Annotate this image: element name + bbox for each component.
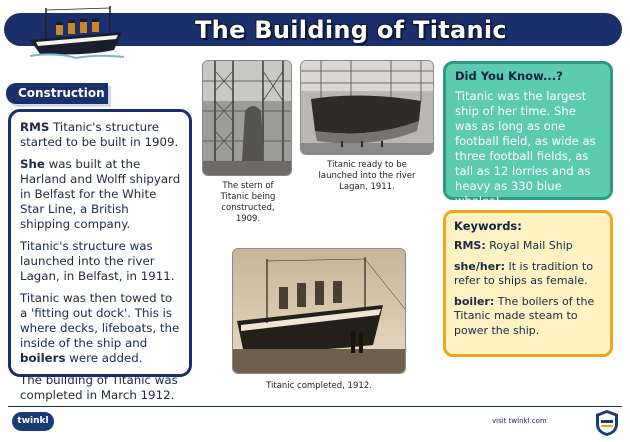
did-you-know-body: Titanic was the largest ship of her time. She was as long as one football field, as wide as three football fields, as tall as 12 lorries and as heavy as 330 blue whales! bbox=[455, 89, 596, 208]
keywords-card bbox=[443, 210, 613, 357]
keywords-title: Keywords: bbox=[454, 219, 522, 233]
construction-paragraph-2 bbox=[20, 157, 181, 232]
construction-paragraph-5: The building of Titanic was completed in March 1912. bbox=[20, 373, 178, 402]
paragraph-text: Titanic was then towed to a 'fitting out dock'. This is where decks, lifeboats, the inside of the ship and bbox=[20, 291, 180, 350]
stern-construction-photo bbox=[202, 60, 292, 176]
keyword-item bbox=[454, 260, 602, 289]
keyword-boilers: boilers bbox=[20, 351, 66, 365]
section-label-text: Construction bbox=[18, 86, 105, 100]
construction-paragraph-4 bbox=[20, 291, 181, 366]
paragraph-text: Titanic's structure started to be built in 1909. bbox=[20, 120, 179, 149]
launch-photo bbox=[300, 60, 434, 155]
keyword-definition: Royal Mail Ship bbox=[485, 239, 573, 252]
stern-photo-caption: The stern of Titanic being constructed, 1909. bbox=[220, 181, 276, 224]
section-label bbox=[6, 83, 108, 104]
twinkl-logo[interactable]: twinkl bbox=[12, 412, 54, 431]
launch-photo-caption: Titanic ready to be launched into the river Lagan, 1911. bbox=[318, 160, 416, 192]
page-title: The Building of Titanic bbox=[195, 16, 507, 44]
keyword-rms: RMS bbox=[20, 120, 50, 134]
construction-paragraph-3: Titanic's structure was launched into the river Lagan, in Belfast, in 1911. bbox=[20, 239, 175, 283]
footer-divider bbox=[8, 406, 622, 407]
keyword-item bbox=[454, 239, 602, 254]
did-you-know-title: Did You Know...? bbox=[455, 69, 563, 83]
website-link[interactable]: visit twinkl.com bbox=[492, 417, 547, 425]
paragraph-text: were added. bbox=[65, 351, 143, 365]
completed-photo-caption: Titanic completed, 1912. bbox=[266, 381, 372, 391]
keyword-definition: The boilers of the Titanic made steam to power the ship. bbox=[454, 294, 595, 337]
quality-badge-icon bbox=[594, 409, 620, 437]
construction-card bbox=[8, 109, 192, 402]
completed-titanic-photo bbox=[232, 248, 406, 374]
keyword-she: She bbox=[20, 157, 45, 171]
construction-paragraph-1 bbox=[20, 120, 181, 150]
titanic-ship-icon bbox=[26, 2, 126, 62]
keyword-term: boiler: bbox=[454, 294, 495, 308]
keyword-definition: It is tradition to refer to ships as female. bbox=[454, 259, 594, 287]
did-you-know-card bbox=[443, 61, 613, 208]
keyword-term: RMS: bbox=[454, 239, 486, 252]
keyword-term: she/her: bbox=[454, 259, 505, 273]
keyword-item bbox=[454, 295, 602, 339]
paragraph-text: was built at the Harland and Wolff shipyard in Belfast for the White Star Line, a British shipping company. bbox=[20, 157, 181, 231]
